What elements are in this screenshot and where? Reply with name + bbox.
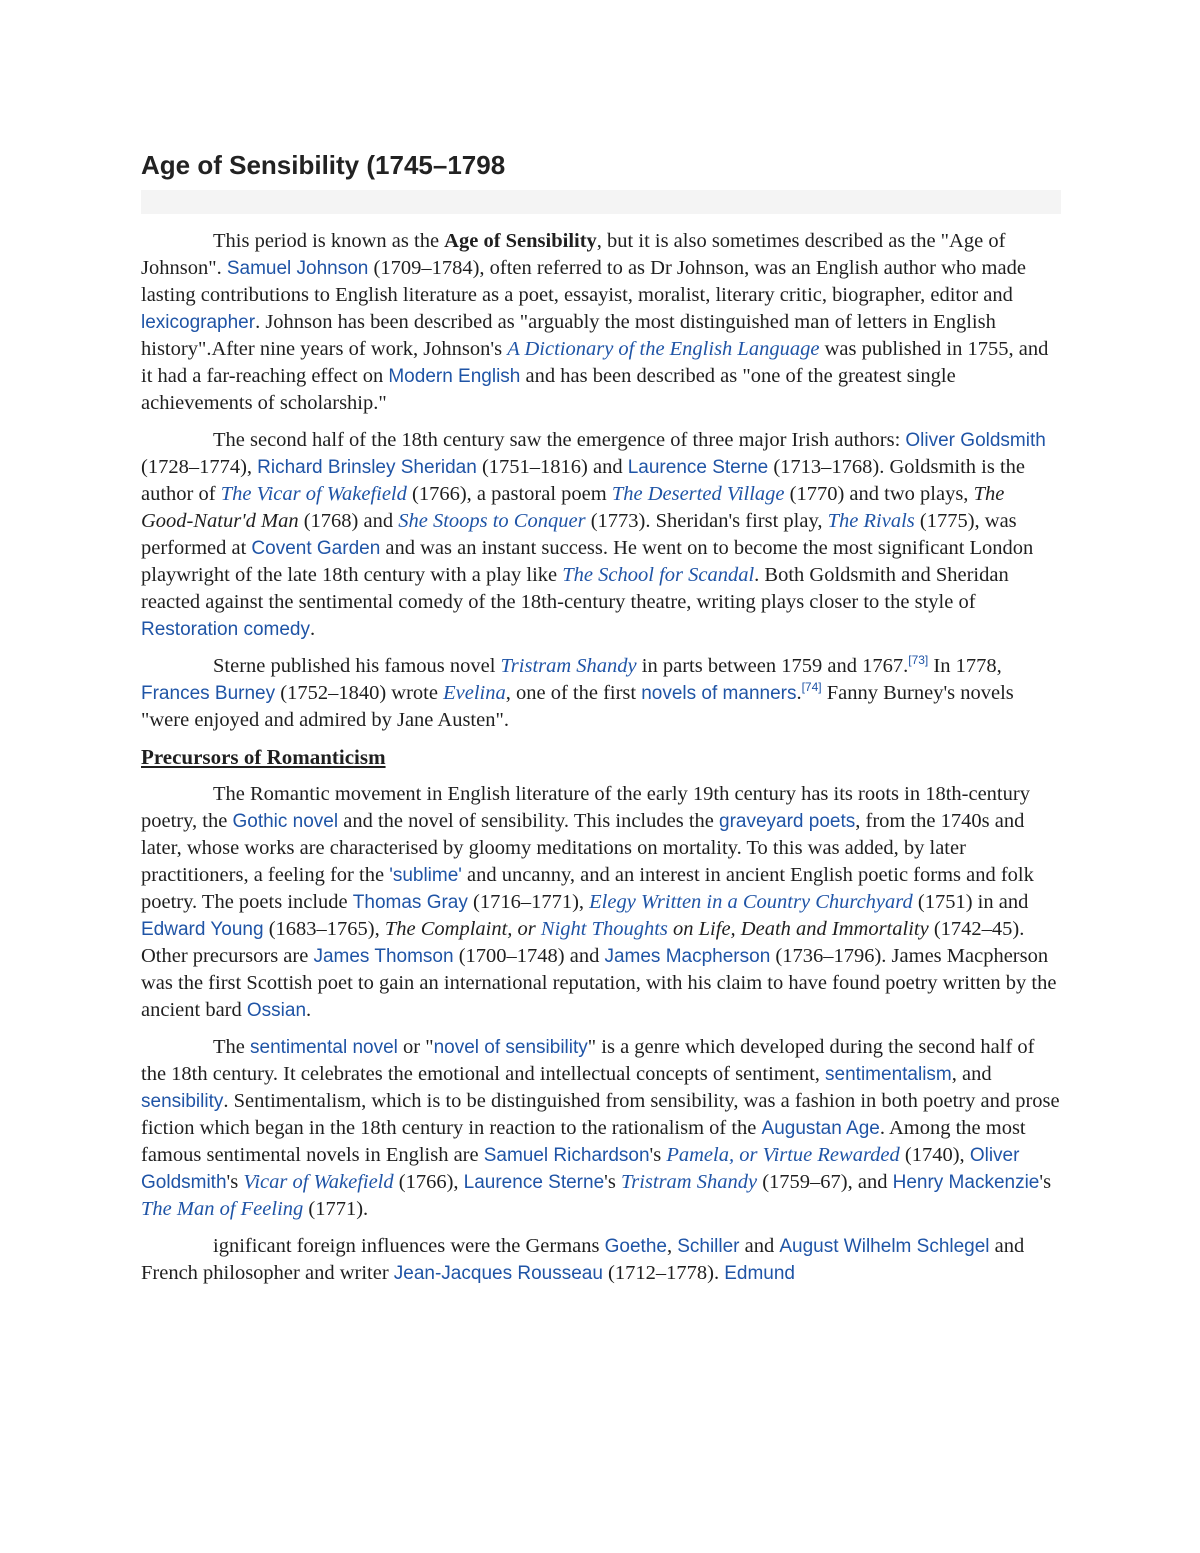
link-elegy[interactable]: Elegy Written in a Country Churchyard bbox=[589, 891, 913, 913]
text: (1736–1796). James Macpherson was the first Scottish poet to gain an international reputation, with his claim to have found poetry written by the ancient bard bbox=[141, 945, 1057, 1021]
text: . Johnson has been described as "arguably the most distinguished man of letters in English history".After nine years of work, Johnson's bbox=[141, 311, 996, 360]
text: . Both Goldsmith and Sheridan reacted against the sentimental comedy of the 18th-century theatre, writing plays closer to the style of bbox=[141, 564, 1009, 613]
citation-74[interactable]: [74] bbox=[801, 680, 822, 695]
text: (1683–1765), bbox=[263, 918, 385, 940]
link-the-rivals[interactable]: The Rivals bbox=[827, 510, 915, 532]
document-page bbox=[141, 148, 1061, 1297]
link-samuel-johnson[interactable]: Samuel Johnson bbox=[226, 258, 369, 279]
text: This period is known as the bbox=[213, 230, 445, 252]
link-schlegel[interactable]: August Wilhelm Schlegel bbox=[779, 1236, 990, 1257]
link-pamela[interactable]: Pamela, or Virtue Rewarded bbox=[666, 1144, 900, 1166]
link-rousseau[interactable]: Jean-Jacques Rousseau bbox=[393, 1263, 603, 1284]
link-man-of-feeling[interactable]: The Man of Feeling bbox=[141, 1198, 304, 1220]
link-sheridan[interactable]: Richard Brinsley Sheridan bbox=[257, 457, 477, 478]
link-novel-of-sensibility[interactable]: novel of sensibility bbox=[433, 1037, 588, 1058]
link-tristram-shandy-2[interactable]: Tristram Shandy bbox=[620, 1171, 758, 1193]
link-edward-young[interactable]: Edward Young bbox=[141, 919, 264, 940]
link-graveyard-poets[interactable]: graveyard poets bbox=[719, 811, 856, 832]
text: or " bbox=[397, 1036, 434, 1058]
page-title: Age of Sensibility (1745–1798 bbox=[141, 150, 506, 180]
link-laurence-sterne-2[interactable]: Laurence Sterne bbox=[463, 1172, 605, 1193]
text: . bbox=[796, 682, 802, 704]
text: , one of the first bbox=[505, 682, 642, 704]
paragraph-sentimental-novel bbox=[141, 1034, 1061, 1223]
link-covent-garden[interactable]: Covent Garden bbox=[251, 538, 381, 559]
text: and has been described as "one of the greatest single achievements of scholarship." bbox=[141, 365, 956, 414]
text: and French philosopher and writer bbox=[141, 1235, 1025, 1284]
section-heading: Precursors of Romanticism bbox=[141, 745, 386, 769]
text: (1700–1748) and bbox=[453, 945, 605, 967]
link-oliver-goldsmith-2[interactable]: Oliver Goldsmith bbox=[141, 1145, 1020, 1193]
link-edmund[interactable]: Edmund bbox=[724, 1263, 795, 1284]
link-night-thoughts[interactable]: Night Thoughts bbox=[540, 918, 668, 940]
text: ignificant foreign influences were the Germans bbox=[213, 1235, 605, 1257]
italic-title: The Good-Natur'd Man bbox=[141, 483, 1005, 532]
text: , from the 1740s and later, whose works are characterised by gloomy meditations on mortality. To this was added, by later practitioners, a feeling for the bbox=[141, 810, 1025, 886]
link-james-macpherson[interactable]: James Macpherson bbox=[604, 946, 771, 967]
paragraph-foreign-influences bbox=[141, 1233, 1061, 1287]
link-lexicographer[interactable]: lexicographer bbox=[141, 312, 256, 333]
text: (1728–1774), bbox=[141, 456, 258, 478]
text: . bbox=[309, 618, 316, 640]
text: . Among the most famous sentimental novels in English are bbox=[141, 1117, 1026, 1166]
link-laurence-sterne[interactable]: Laurence Sterne bbox=[627, 457, 769, 478]
text: (1759–67), and bbox=[757, 1171, 893, 1193]
link-goethe[interactable]: Goethe bbox=[604, 1236, 667, 1257]
link-frances-burney[interactable]: Frances Burney bbox=[141, 683, 276, 704]
citation-73[interactable]: [73] bbox=[908, 653, 929, 668]
text: (1751) in and bbox=[912, 891, 1029, 913]
text: was published in 1755, and it had a far-reaching effect on bbox=[141, 338, 1049, 387]
paragraph-age-of-johnson bbox=[141, 228, 1061, 417]
text: (1773). Sheridan's first play, bbox=[585, 510, 828, 532]
link-henry-mackenzie[interactable]: Henry Mackenzie bbox=[892, 1172, 1040, 1193]
link-sentimental-novel[interactable]: sentimental novel bbox=[250, 1037, 398, 1058]
link-oliver-goldsmith[interactable]: Oliver Goldsmith bbox=[905, 430, 1046, 451]
text: (1766), a pastoral poem bbox=[406, 483, 612, 505]
text: and was an instant success. He went on to become the most significant London playwright of the late 18th century with a play like bbox=[141, 537, 1034, 586]
text: and bbox=[739, 1235, 780, 1257]
link-school-for-scandal[interactable]: The School for Scandal bbox=[562, 564, 755, 586]
text: " is a genre which developed during the second half of the 18th century. It celebrates the emotional and intellectual concepts of sentiment, bbox=[141, 1036, 1035, 1085]
text: 's bbox=[226, 1171, 244, 1193]
text: (1709–1784), often referred to as Dr Johnson, was an English author who made lasting contributions to English literature as a poet, essayist, moralist, literary critic, biographer, editor and bbox=[141, 257, 1026, 306]
text: . bbox=[306, 999, 312, 1021]
text: Sterne published his famous novel bbox=[213, 655, 501, 677]
text: 's bbox=[1039, 1171, 1052, 1193]
bold-term: Age of Sensibility bbox=[444, 230, 597, 252]
italic-title: The Complaint, or bbox=[384, 918, 541, 940]
text: , and bbox=[951, 1063, 992, 1085]
link-evelina[interactable]: Evelina bbox=[443, 682, 506, 704]
link-sentimentalism[interactable]: sentimentalism bbox=[825, 1064, 952, 1085]
text: The second half of the 18th century saw the emergence of three major Irish authors: bbox=[213, 429, 906, 451]
link-dictionary[interactable]: A Dictionary of the English Language bbox=[507, 338, 820, 360]
link-modern-english[interactable]: Modern English bbox=[388, 366, 521, 387]
link-augustan-age[interactable]: Augustan Age bbox=[761, 1118, 880, 1139]
paragraph-romantic-roots bbox=[141, 781, 1061, 1024]
text: 's bbox=[649, 1144, 667, 1166]
paragraph-sterne-burney bbox=[141, 653, 1061, 734]
title-highlight-bar bbox=[141, 190, 1061, 214]
text: (1716–1771), bbox=[467, 891, 590, 913]
text: (1740), bbox=[899, 1144, 970, 1166]
italic-title: on Life, Death and Immortality bbox=[667, 918, 929, 940]
text: in parts between 1759 and 1767. bbox=[636, 655, 909, 677]
link-sensibility[interactable]: sensibility bbox=[141, 1091, 224, 1112]
text: (1751–1816) and bbox=[476, 456, 628, 478]
text: , bbox=[666, 1235, 678, 1257]
text: . Sentimentalism, which is to be distinguished from sensibility, was a fashion in both poetry and prose fiction which began in the 18th century in reaction to the rationalism of the bbox=[141, 1090, 1060, 1139]
link-vicar-of-wakefield[interactable]: The Vicar of Wakefield bbox=[220, 483, 407, 505]
link-restoration-comedy[interactable]: Restoration comedy bbox=[141, 619, 310, 640]
text: Fanny Burney's novels "were enjoyed and admired by Jane Austen". bbox=[141, 682, 1014, 731]
link-she-stoops[interactable]: She Stoops to Conquer bbox=[398, 510, 586, 532]
link-james-thomson[interactable]: James Thomson bbox=[313, 946, 454, 967]
link-ossian[interactable]: Ossian bbox=[246, 1000, 307, 1021]
paragraph-irish-authors bbox=[141, 427, 1061, 643]
text: The Romantic movement in English literature of the early 19th century has its roots in 18th-century poetry, the bbox=[141, 783, 1030, 832]
text: , but it is also sometimes described as the "Age of Johnson". bbox=[141, 230, 1006, 279]
link-samuel-richardson[interactable]: Samuel Richardson bbox=[483, 1145, 650, 1166]
text: (1713–1768). Goldsmith is the author of bbox=[141, 456, 1026, 505]
text: (1771). bbox=[303, 1198, 369, 1220]
text: (1768) and bbox=[298, 510, 399, 532]
text: (1766), bbox=[393, 1171, 464, 1193]
link-tristram-shandy[interactable]: Tristram Shandy bbox=[500, 655, 637, 677]
text: (1770) and two plays, bbox=[784, 483, 974, 505]
link-gothic-novel[interactable]: Gothic novel bbox=[232, 811, 339, 832]
text: (1752–1840) wrote bbox=[275, 682, 444, 704]
link-sublime[interactable]: 'sublime' bbox=[389, 865, 462, 886]
link-deserted-village[interactable]: The Deserted Village bbox=[611, 483, 785, 505]
text: and the novel of sensibility. This includes the bbox=[338, 810, 719, 832]
text: (1742–45). Other precursors are bbox=[141, 918, 1025, 967]
text: (1775), was performed at bbox=[141, 510, 1017, 559]
text: and uncanny, and an interest in ancient English poetic forms and folk poetry. The poets include bbox=[141, 864, 1034, 913]
link-vicar-of-wakefield-2[interactable]: Vicar of Wakefield bbox=[243, 1171, 394, 1193]
text: The bbox=[213, 1036, 250, 1058]
text: In 1778, bbox=[928, 655, 1002, 677]
text: (1712–1778). bbox=[602, 1262, 725, 1284]
link-schiller[interactable]: Schiller bbox=[677, 1236, 740, 1257]
text: 's bbox=[604, 1171, 621, 1193]
link-thomas-gray[interactable]: Thomas Gray bbox=[352, 892, 468, 913]
link-novels-of-manners[interactable]: novels of manners bbox=[641, 683, 797, 704]
